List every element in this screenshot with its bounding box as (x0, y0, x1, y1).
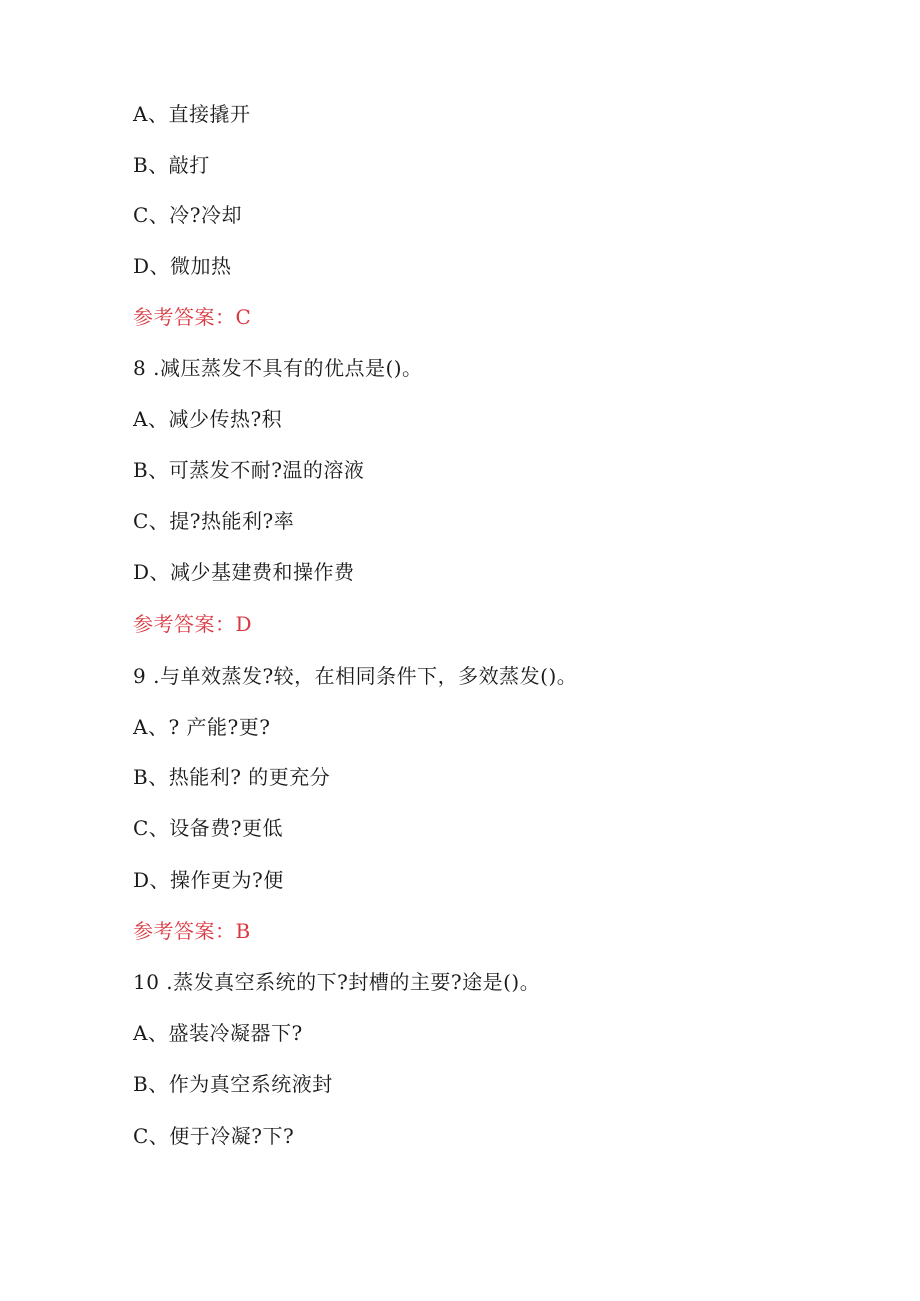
option-line: C、冷?冷却 (133, 203, 243, 227)
option-line: D、操作更为?便 (133, 868, 284, 892)
option-line: C、便于冷凝?下? (133, 1124, 295, 1148)
option-line: A、? 产能?更? (133, 715, 271, 739)
answer-line: 参考答案：B (133, 919, 251, 943)
option-line: A、减少传热?积 (133, 407, 283, 431)
option-line: B、作为真空系统液封 (133, 1072, 333, 1096)
answer-line: 参考答案：C (133, 305, 252, 329)
option-line: A、盛装冷凝器下? (133, 1021, 303, 1045)
option-line: C、设备费?更低 (133, 816, 284, 840)
answer-line: 参考答案：D (133, 612, 253, 636)
option-line: A、直接撬开 (133, 102, 251, 126)
question-line: 10 .蒸发真空系统的下?封槽的主要?途是()。 (133, 970, 541, 994)
option-line: B、可蒸发不耐?温的溶液 (133, 458, 365, 482)
option-line: D、减少基建费和操作费 (133, 560, 355, 584)
option-line: B、热能利? 的更充分 (133, 765, 331, 789)
option-line: D、微加热 (133, 254, 232, 278)
question-line: 9 .与单效蒸发?较，在相同条件下，多效蒸发()。 (133, 664, 578, 688)
question-line: 8 .减压蒸发不具有的优点是()。 (133, 356, 423, 380)
option-line: B、敲打 (133, 153, 210, 177)
option-line: C、提?热能利?率 (133, 509, 295, 533)
